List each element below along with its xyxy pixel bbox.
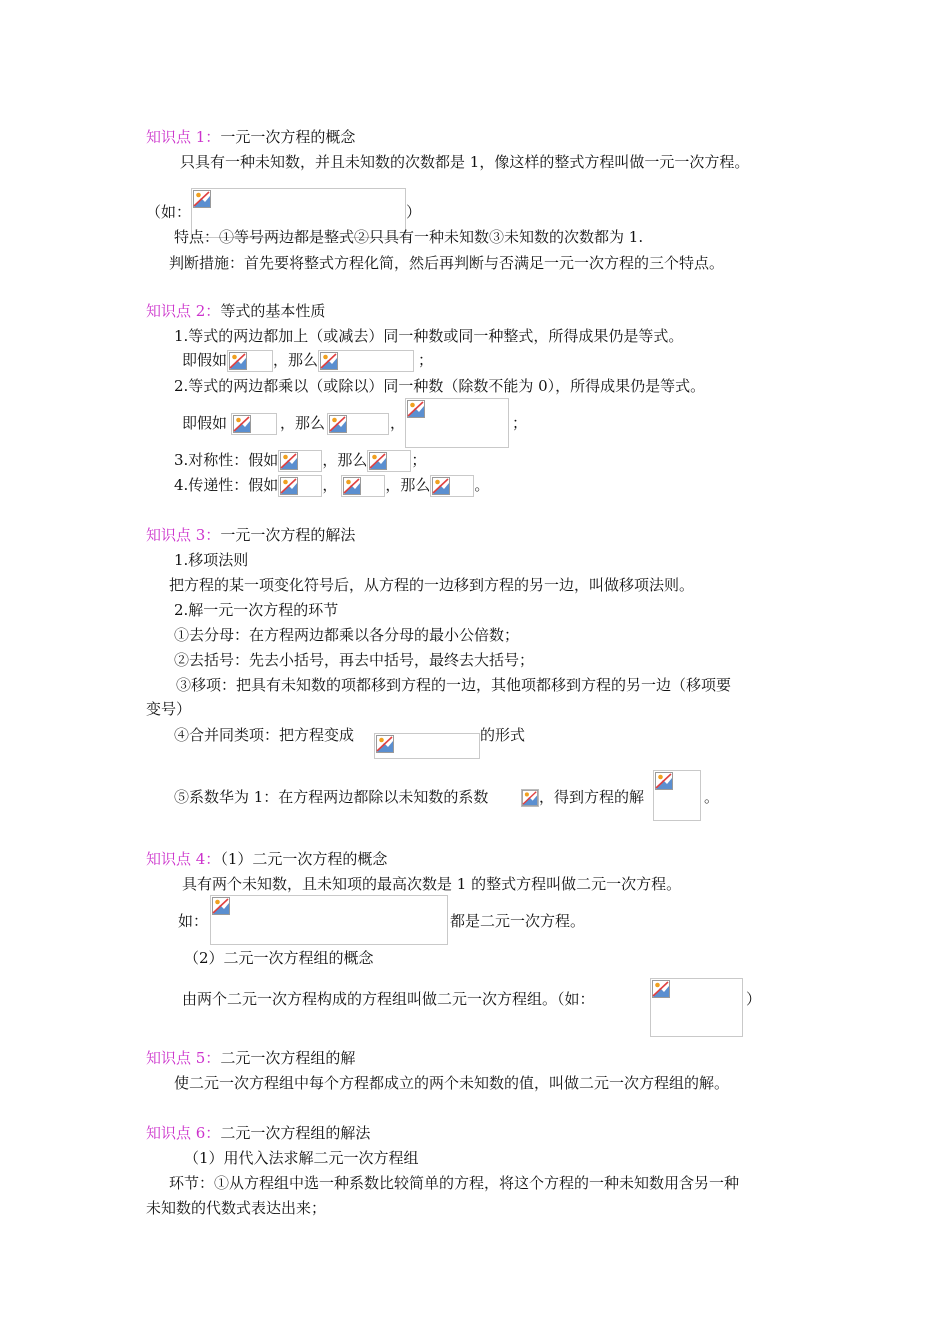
formula-image (405, 398, 509, 448)
k3-rule-text: 把方程的某一项变化符号后，从方程的一边移到方程的另一边，叫做移项法则。 (169, 576, 695, 594)
broken-image-icon (233, 415, 251, 433)
k3-label: 知识点 3： (146, 526, 221, 544)
broken-image-icon (522, 790, 538, 806)
k1-example-close: ） (406, 203, 422, 221)
k5-label: 知识点 5： (146, 1049, 221, 1067)
formula-image (318, 350, 414, 372)
example-label: 如： (178, 912, 209, 930)
if-text: 即假如 (182, 414, 228, 432)
k6-step-1: 环节：①从方程组中选一种系数比较简单的方程，将这个方程的一种未知数用含另一种 (169, 1174, 740, 1192)
k1-example-open: （如： (146, 203, 192, 221)
k1-judgement: 判断措施：首先要将整式方程化简，然后再判断与否满足一元一次方程的三个特点。 (169, 254, 725, 272)
if-text: 即假如 (182, 351, 228, 369)
k5-topic: 二元一次方程组的解 (220, 1049, 356, 1067)
formula-image (374, 733, 480, 759)
comma: ， (390, 414, 406, 432)
broken-image-icon (320, 352, 338, 370)
k2-property-1-formula (182, 350, 433, 372)
broken-image-icon (212, 897, 230, 915)
broken-image-icon (280, 452, 298, 470)
k4-subtitle-2: （2）二元一次方程组的概念 (184, 949, 374, 967)
k4-topic: （1）二元一次方程的概念 (220, 850, 388, 868)
formula-image (430, 475, 474, 497)
k3-step-1: ①去分母：在方程两边都乘以各分母的最小公倍数； (174, 626, 520, 644)
k6-step-1-cont: 未知数的代数式表达出来； (146, 1199, 327, 1217)
k1-label: 知识点 1： (146, 128, 221, 146)
definition-2-close: ） (746, 990, 762, 1008)
formula-image (278, 475, 322, 497)
formula-image (278, 450, 322, 472)
k6-subtitle-1: （1）用代入法求解二元一次方程组 (184, 1149, 419, 1167)
k2-property-4 (174, 475, 489, 497)
k1-heading (146, 127, 355, 147)
k3-step-3-cont: 变号） (146, 700, 192, 718)
semicolon: ； (512, 414, 528, 432)
k3-rule-title: 1.移项法则 (174, 551, 249, 569)
formula-image (231, 413, 277, 435)
k6-topic: 二元一次方程组的解法 (220, 1124, 371, 1142)
then-text: ，那么 (280, 414, 326, 432)
k3-steps-title: 2.解一元一次方程的环节 (174, 601, 339, 619)
k3-heading (146, 525, 355, 545)
formula-image (367, 450, 411, 472)
example-suffix: 都是二元一次方程。 (450, 912, 586, 930)
formula-image (210, 895, 448, 945)
formula-image (327, 413, 389, 435)
step-4-text: ④合并同类项：把方程变成 (174, 726, 355, 744)
step-5-text: ⑤系数华为 1：在方程两边都除以未知数的系数 (174, 788, 489, 806)
k3-step-2: ②去括号：先去小括号，再去中括号，最终去大括号； (174, 651, 535, 669)
k4-label: 知识点 4： (146, 850, 221, 868)
k2-property-2: 2.等式的两边都乘以（或除以）同一种数（除数不能为 0），所得成果仍是等式。 (174, 377, 706, 395)
period: 。 (704, 788, 720, 806)
k2-property-1: 1.等式的两边都加上（或减去）同一种数或同一种整式，所得成果仍是等式。 (174, 327, 684, 345)
k3-step-3: ③移项：把具有未知数的项都移到方程的一边，其他项都移到方程的另一边（移项要 (176, 676, 732, 694)
then-text: ，那么 (385, 476, 431, 494)
broken-image-icon (655, 772, 673, 790)
k6-label: 知识点 6： (146, 1124, 221, 1142)
then-text: ，那么 (273, 351, 319, 369)
step-5-solution-text: ，得到方程的解 (539, 788, 645, 806)
k4-definition: 具有两个未知数，且未知项的最高次数是 1 的整式方程叫做二元一次方程。 (182, 875, 682, 893)
formula-image (650, 978, 743, 1037)
k5-definition: 使二元一次方程组中每个方程都成立的两个未知数的值，叫做二元一次方程组的解。 (174, 1074, 730, 1092)
transitivity-text: 4.传递性：假如 (174, 476, 279, 494)
formula-image (521, 789, 539, 807)
k2-topic: 等式的基本性质 (220, 302, 326, 320)
formula-image (227, 350, 273, 372)
broken-image-icon (343, 477, 361, 495)
k2-heading (146, 301, 325, 321)
k2-property-3 (174, 450, 426, 472)
formula-image (341, 475, 385, 497)
k1-features: 特点：①等号两边都是整式②只具有一种未知数③未知数的次数都为 1. (174, 228, 644, 246)
k5-heading (146, 1048, 355, 1068)
formula-image (653, 770, 701, 821)
semicolon: ； (418, 351, 434, 369)
comma: ， (322, 476, 338, 494)
broken-image-icon (376, 735, 394, 753)
step-4-suffix: 的形式 (480, 726, 526, 744)
broken-image-icon (193, 190, 211, 208)
broken-image-icon (369, 452, 387, 470)
k1-definition: 只具有一种未知数，并且未知数的次数都是 1，像这样的整式方程叫做一元一次方程。 (180, 153, 750, 171)
k4-heading (146, 849, 387, 869)
k6-heading (146, 1123, 370, 1143)
semicolon: ； (411, 451, 427, 469)
k3-topic: 一元一次方程的解法 (220, 526, 356, 544)
symmetry-text: 3.对称性：假如 (174, 451, 279, 469)
broken-image-icon (652, 980, 670, 998)
k2-label: 知识点 2： (146, 302, 221, 320)
then-text: ，那么 (322, 451, 368, 469)
broken-image-icon (407, 400, 425, 418)
broken-image-icon (229, 352, 247, 370)
definition-2-text: 由两个二元一次方程构成的方程组叫做二元一次方程组。（如： (182, 990, 595, 1008)
broken-image-icon (280, 477, 298, 495)
broken-image-icon (432, 477, 450, 495)
k1-topic: 一元一次方程的概念 (220, 128, 356, 146)
broken-image-icon (329, 415, 347, 433)
period: 。 (474, 476, 490, 494)
